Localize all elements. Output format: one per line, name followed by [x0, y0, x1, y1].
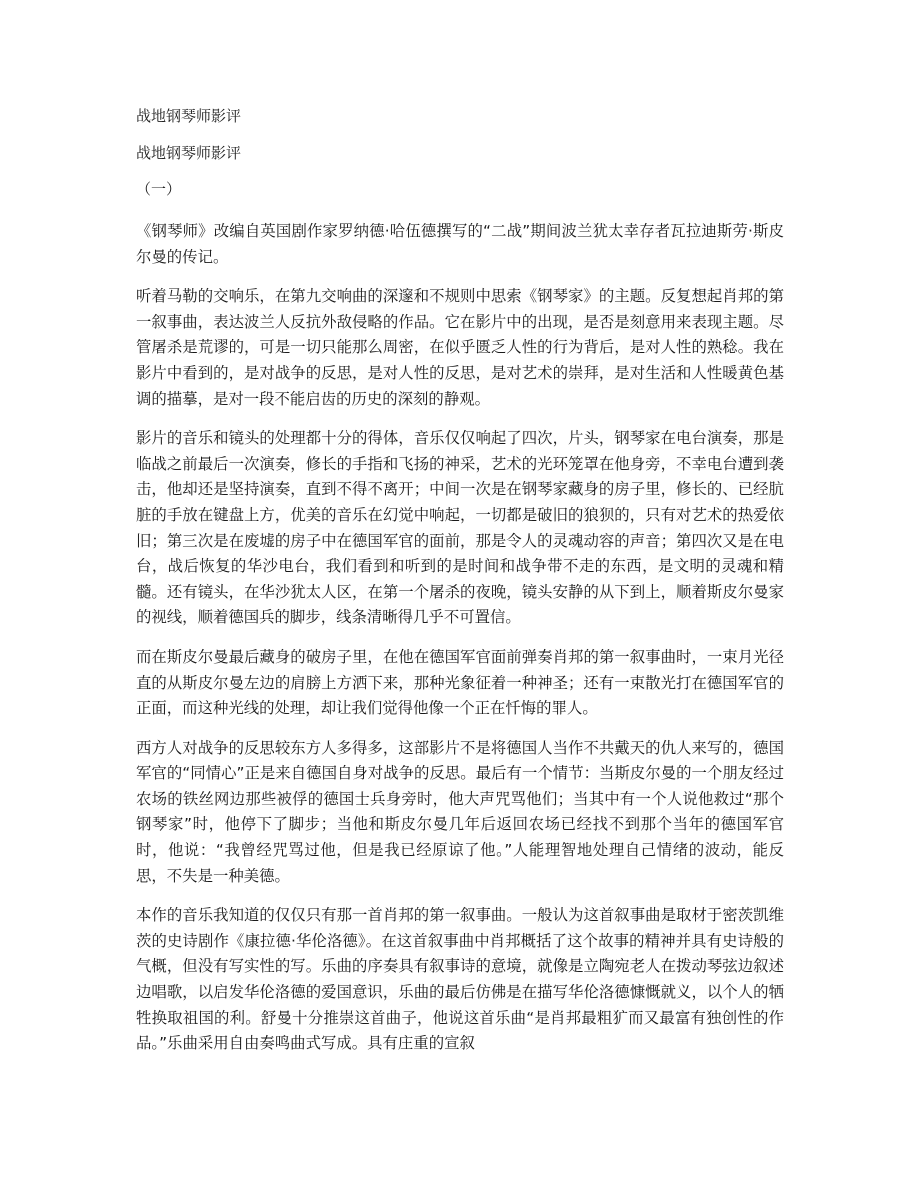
paragraph-intro: 《钢琴师》改编自英国剧作家罗纳德·哈伍德撰写的“二战”期间波兰犹太幸存者瓦拉迪斯劳·斯皮尔曼的传记。: [136, 222, 784, 266]
section-number: （一）: [136, 180, 182, 198]
paragraph-music-camera: 影片的音乐和镜头的处理都十分的得体，音乐仅仅响起了四次，片头，钢琴家在电台演奏，那是临战之前最后一次演奏，修长的手指和飞扬的神采，艺术的光环笼罩在他身旁，不幸电台遭到袭击，他却还是坚持演奏，直到不得不离开；中间一次是在钢琴家藏身的房子里，修长的、已经肮脏的手放在键盘上方，优美的音乐在幻觉中响起，一切都是破旧的狼狈的，只有对艺术的热爱依旧；第三次是在废墟的房子中在德国军官的面前，那是令人的灵魂动容的声音；第四次又是在电台，战后恢复的华沙电台，我们看到和听到的是时间和战争带不走的东西，是文明的灵魂和精髓。还有镜头，在华沙犹太人区，在第一个屠杀的夜晚，镜头安静的从下到上，顺着斯皮尔曼家的视线，顺着德国兵的脚步，线条清晰得几乎不可置信。: [136, 429, 784, 627]
paragraph-lighting: 而在斯皮尔曼最后藏身的破房子里，在他在德国军官面前弹奏肖邦的第一叙事曲时，一束月光径直的从斯皮尔曼左边的肩膀上方洒下来，那种光象征着一种神圣；还有一束散光打在德国军官的正面，而这种光线的处理，却让我们觉得他像一个正在忏悔的罪人。: [136, 647, 784, 718]
paragraph-reflection: 西方人对战争的反思较东方人多得多，这部影片不是将德国人当作不共戴天的仇人来写的，德国军官的“同情心”正是来自德国自身对战争的反思。最后有一个情节：当斯皮尔曼的一个朋友经过农场的铁丝网边那些被俘的德国士兵身旁时，他大声咒骂他们；当其中有一个人说他救过“那个钢琴家”时，他停下了脚步；当他和斯皮尔曼几年后返回农场已经找不到那个当年的德国军官时，他说：“我曾经咒骂过他，但是我已经原谅了他。”人能理智地处理自己情绪的波动，能反思，不失是一种美德。: [136, 738, 784, 885]
paragraph-ballade: 本作的音乐我知道的仅仅只有那一首肖邦的第一叙事曲。一般认为这首叙事曲是取材于密茨凯维茨的史诗剧作《康拉德·华伦洛德》。在这首叙事曲中肖邦概括了这个故事的精神并具有史诗般的气概，但没有写实性的写。乐曲的序奏具有叙事诗的意境，就像是立陶宛老人在拨动琴弦边叙述边唱歌，以启发华伦洛德的爱国意识，乐曲的最后仿佛是在描写华伦洛德慷慨就义，以个人的牺牲换取祖国的利。舒曼十分推崇这首曲子，他说这首乐曲“是肖邦最粗犷而又最富有独创性的作品。”乐曲采用自由奏鸣曲式写成。具有庄重的宣叙: [136, 906, 784, 1053]
document-subtitle: 战地钢琴师影评: [136, 144, 242, 162]
document-title: 战地钢琴师影评: [136, 107, 242, 125]
paragraph-theme: 听着马勒的交响乐，在第九交响曲的深邃和不规则中思索《钢琴家》的主题。反复想起肖邦的第一叙事曲，表达波兰人反抗外敌侵略的作品。它在影片中的出现，是否是刻意用来表现主题。尽管屠杀是荒谬的，可是一切只能那么周密，在似乎匮乏人性的行为背后，是对人性的熟稔。我在影片中看到的，是对战争的反思，是对人性的反思，是对艺术的崇拜，是对生活和人性暖黄色基调的描摹，是对一段不能启齿的历史的深刻的静观。: [136, 287, 784, 408]
document-page: [136, 104, 784, 1057]
